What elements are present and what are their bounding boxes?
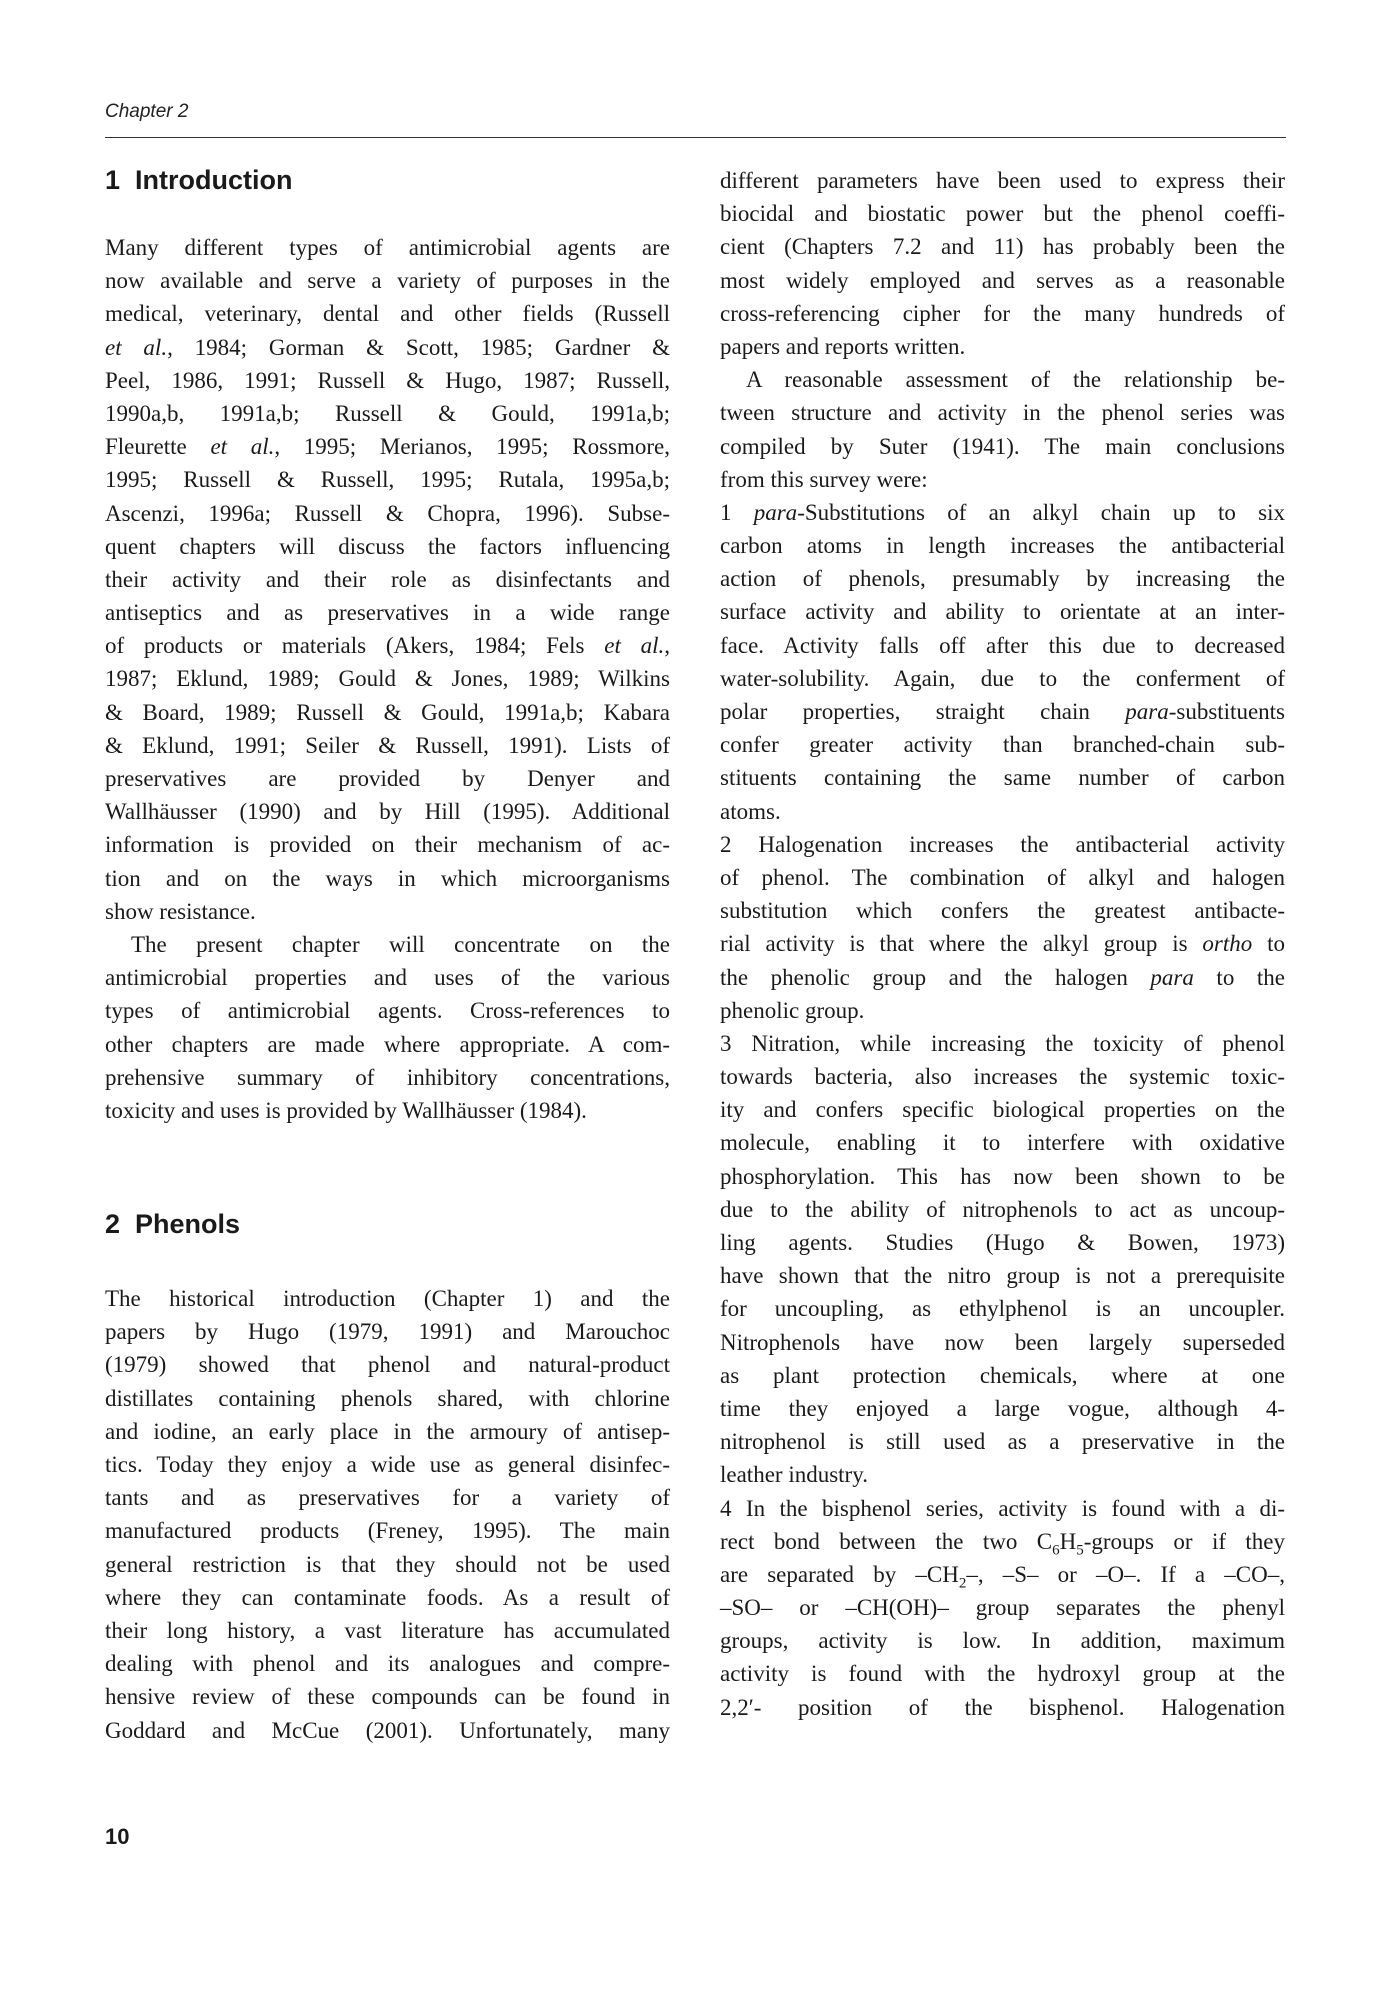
text-line: & Eklund, 1991; Seiler & Russell, 1991). Lists of	[105, 732, 670, 758]
text-line: nitrophenol is still used as a preservative in the	[720, 1429, 1285, 1455]
text-line: water-solubility. Again, due to the conferment of	[720, 665, 1285, 691]
header-rule	[105, 137, 1286, 138]
text-line: preservatives are provided by Denyer and	[105, 766, 670, 791]
paragraph	[105, 231, 670, 928]
text-line: have shown that the nitro group is not a prerequisite	[720, 1263, 1285, 1289]
text-line: papers by Hugo (1979, 1991) and Marouchoc	[105, 1319, 670, 1345]
text-line: hensive review of these compounds can be found in	[105, 1684, 670, 1710]
text-line: surface activity and ability to orientate at an inter-	[720, 599, 1285, 625]
text-line: show resistance.	[105, 898, 256, 924]
text-line: for uncoupling, as ethylphenol is an uncoupler.	[720, 1296, 1285, 1322]
text-line: different parameters have been used to express their	[720, 168, 1285, 193]
text-line: ity and confers specific biological properties on the	[720, 1097, 1285, 1123]
text-line: cient (Chapters 7.2 and 11) has probably been the	[720, 234, 1285, 260]
text-line: 1987; Eklund, 1989; Gould & Jones, 1989; Wilkins	[105, 666, 670, 692]
text-line: Nitrophenols have now been largely superseded	[720, 1329, 1285, 1355]
text-line: their activity and their role as disinfectants and	[105, 566, 670, 592]
text-line: types of antimicrobial agents. Cross-references to	[105, 998, 670, 1024]
text-line: most widely employed and serves as a reasonable	[720, 267, 1285, 293]
text-line: papers and reports written.	[720, 333, 966, 359]
text-line: rial activity is that where the alkyl group is ortho to	[720, 931, 1286, 957]
text-line: Wallhäusser (1990) and by Hill (1995). Additional	[105, 799, 670, 825]
text-line: Many different types of antimicrobial agents are	[105, 235, 670, 260]
text-line: The historical introduction (Chapter 1) and the	[105, 1286, 670, 1312]
text-line: –SO– or –CH(OH)– group separates the phenyl	[720, 1595, 1285, 1621]
text-line: atoms.	[720, 798, 781, 824]
text-line: manufactured products (Freney, 1995). The main	[105, 1518, 670, 1544]
text-line: their long history, a vast literature has accumulated	[105, 1617, 670, 1643]
text-line: biocidal and biostatic power but the phenol coeffi-	[720, 201, 1285, 227]
text-line: quent chapters will discuss the factors influencing	[105, 533, 670, 559]
text-line: 2 Halogenation increases the antibacterial activity	[720, 831, 1285, 857]
text-line: antiseptics and as preservatives in a wide range	[105, 600, 670, 626]
text-line: & Board, 1989; Russell & Gould, 1991a,b; Kabara	[105, 699, 670, 725]
text-line: now available and serve a variety of purposes in the	[105, 268, 670, 294]
text-line: polar properties, straight chain para-substituents	[720, 699, 1285, 724]
text-line: rect bond between the two $C_6H_5$-groups or if they	[720, 1528, 1286, 1559]
paragraph	[720, 164, 1285, 1724]
text-line: from this survey were:	[720, 466, 928, 492]
text-line: molecule, enabling it to interfere with oxidative	[720, 1130, 1285, 1156]
text-line: phenolic group.	[720, 997, 865, 1023]
text-line: leather industry.	[720, 1462, 868, 1488]
text-line: tics. Today they enjoy a wide use as general disinfec-	[105, 1452, 670, 1477]
text-line: A reasonable assessment of the relationship be-	[746, 367, 1285, 393]
text-line: time they enjoyed a large vogue, although 4-	[720, 1395, 1285, 1421]
text-line: general restriction is that they should not be used	[105, 1551, 670, 1577]
running-head: Chapter 2	[105, 101, 189, 122]
text-line: phosphorylation. This has now been shown to be	[720, 1163, 1285, 1189]
text-line: medical, veterinary, dental and other fields (Russell	[105, 301, 670, 327]
text-line: 3 Nitration, while increasing the toxicity of phenol	[720, 1030, 1285, 1056]
text-line: due to the ability of nitrophenols to act as uncoup-	[720, 1196, 1285, 1222]
right-column	[720, 164, 1285, 1724]
text-line: the phenolic group and the halogen para to the	[720, 964, 1285, 990]
text-line: stituents containing the same number of carbon	[720, 765, 1285, 791]
text-line: dealing with phenol and its analogues and compre-	[105, 1651, 670, 1677]
text-line: 1990a,b, 1991a,b; Russell & Gould, 1991a,b;	[105, 400, 670, 426]
page-number: 10	[105, 1824, 130, 1849]
text-line: Ascenzi, 1996a; Russell & Chopra, 1996). Subse-	[105, 500, 670, 526]
text-line: as plant protection chemicals, where at one	[720, 1362, 1285, 1388]
text-line: compiled by Suter (1941). The main conclusions	[720, 433, 1285, 459]
text-line: tween structure and activity in the phenol series was	[720, 400, 1285, 426]
text-line: towards bacteria, also increases the systemic toxic-	[720, 1064, 1285, 1090]
text-line: carbon atoms in length increases the antibacterial	[720, 533, 1285, 559]
section-heading-introduction: 1 Introduction	[105, 165, 293, 195]
text-line: action of phenols, presumably by increasing the	[720, 566, 1285, 592]
text-line: substitution which confers the greatest antibacte-	[720, 898, 1285, 924]
text-line: ling agents. Studies (Hugo & Bowen, 1973)	[720, 1230, 1285, 1255]
text-line: are separated by $-CH_2-$, –S– or –O–. If a –CO–,	[720, 1561, 1285, 1592]
text-line: 4 In the bisphenol series, activity is found with a di-	[720, 1495, 1285, 1521]
text-line: of phenol. The combination of alkyl and halogen	[720, 864, 1285, 890]
text-line: tion and on the ways in which microorganisms	[105, 865, 670, 891]
text-line: prehensive summary of inhibitory concentrations,	[105, 1064, 670, 1090]
text-line: Peel, 1986, 1991; Russell & Hugo, 1987; Russell,	[105, 367, 670, 393]
text-line: Fleurette et al., 1995; Merianos, 1995; Rossmore,	[105, 434, 670, 460]
text-line: tants and as preservatives for a variety of	[105, 1485, 670, 1511]
text-line: where they can contaminate foods. As a result of	[105, 1584, 670, 1610]
paragraph	[105, 1282, 670, 1747]
text-line: distillates containing phenols shared, with chlorine	[105, 1385, 670, 1411]
left-column	[105, 164, 670, 1747]
text-line: antimicrobial properties and uses of the various	[105, 965, 670, 991]
text-line: groups, activity is low. In addition, maximum	[720, 1628, 1285, 1654]
text-line: (1979) showed that phenol and natural-product	[105, 1352, 670, 1378]
text-line: information is provided on their mechanism of ac-	[105, 832, 670, 858]
paragraph	[105, 928, 670, 1127]
text-line: et al., 1984; Gorman & Scott, 1985; Gardner &	[105, 334, 670, 360]
text-line: activity is found with the hydroxyl group at the	[720, 1661, 1285, 1687]
text-line: 2,2′- position of the bisphenol. Halogenation	[720, 1694, 1285, 1720]
text-line: and iodine, an early place in the armoury of antisep-	[105, 1418, 670, 1444]
text-line: 1 para-Substitutions of an alkyl chain up to six	[720, 499, 1285, 525]
text-line: Goddard and McCue (2001). Unfortunately, many	[105, 1717, 670, 1743]
text-line: cross-referencing cipher for the many hundreds of	[720, 300, 1285, 326]
text-line: face. Activity falls off after this due to decreased	[720, 632, 1285, 658]
text-line: confer greater activity than branched-chain sub-	[720, 732, 1285, 758]
text-line: of products or materials (Akers, 1984; Fels et al.,	[105, 633, 670, 659]
text-line: The present chapter will concentrate on the	[131, 931, 670, 957]
text-line: toxicity and uses is provided by Wallhäusser (1984).	[105, 1097, 587, 1123]
text-line: 1995; Russell & Russell, 1995; Rutala, 1995a,b;	[105, 467, 670, 493]
section-heading-phenols: 2 Phenols	[105, 1209, 241, 1240]
text-line: other chapters are made where appropriate. A com-	[105, 1031, 670, 1057]
